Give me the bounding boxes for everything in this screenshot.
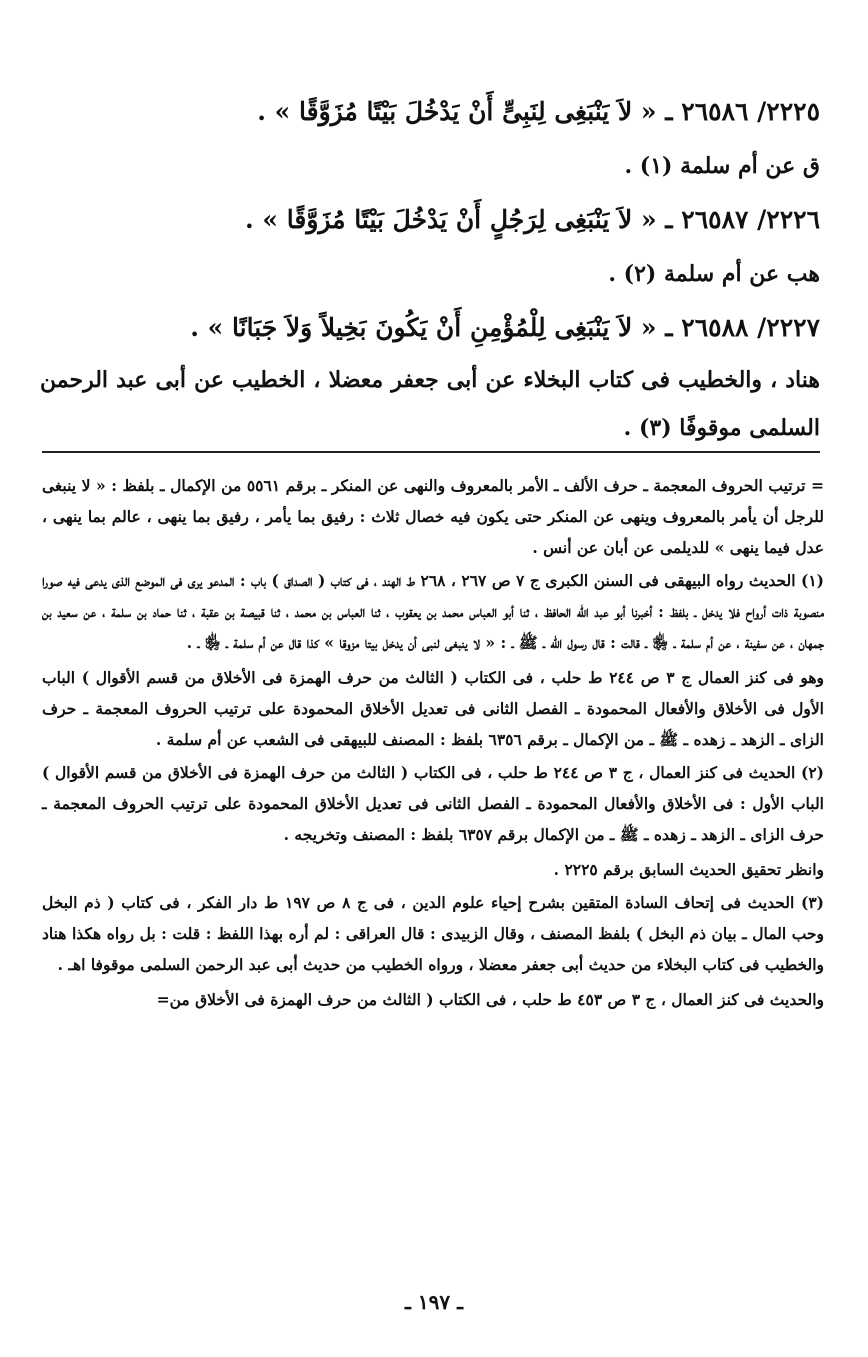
footnote-3: (٣) الحديث فى إتحاف السادة المتقين بشرح إحياء علوم الدين ، فى ج ٨ ص ١٩٧ ط دار الفكر ، فى كتاب ( ذم البخل وحب المال ـ بيان ذم البخل ) بلفظ المصنف ، وقال الزبيدى : قال العراقى : لم أره بهذا اللفظ : قلت : بل رواه هكذا هناد والخطيب فى كتاب البخلاء من حديث أبى جعفر معضلا ، ورواه الخطيب من حديث أبى عبد الرحمن السلمى موقوفا اهـ . — [42, 893, 824, 974]
page-number: ـ ١٩٧ ـ — [405, 1290, 463, 1314]
footnote-3-extra: والحديث فى كنز العمال ، ج ٣ ص ٤٥٣ ط حلب ، فى الكتاب ( الثالث من حرف الهمزة فى الأخلاق من= — [156, 990, 824, 1009]
footnote-1: (١) الحديث رواه البيهقى فى السنن الكبرى ج ٧ ص ٢٦٧ ، ٢٦٨ ط الهند ، فى كتاب ( الصداق ) باب : المدعو يرى فى الموضع الذى يدعى فيه صورا منصوبة ذات أرواح فلا يدخل ـ بلفظ : أخبرنا أبو عبد الله الحافظ ، ثنا أبو العباس محمد بن يعقوب ، ثنا العباس بن محمد ، ثنا قبيصة بن عقبة ، ثنا حماد بن سلمة ، عن سعيد بن جمهان ، عن سفينة ، عن أم سلمة ـ ﵂ ـ قالت : قال رسول الله ـ ﷺ ـ : « لا ينبغى لنبى أن يدخل بيتا مزوقا » كذا قال عن أم سلمة ـ ﵂ ـ . — [42, 571, 825, 652]
footnotes — [42, 470, 824, 1017]
footnote-separator — [42, 451, 820, 453]
footnote-2: (٢) الحديث فى كنز العمال ، ج ٣ ص ٢٤٤ ط حلب ، فى الكتاب ( الثالث من حرف الهمزة فى الأخلاق من قسم الأقوال ) الباب الأول : فى الأخلاق والأفعال المحمودة ـ الفصل الثانى فى تعديل الأخلاق المحمودة على ترتيب الحروف المعجمة ـ حرف الزاى ـ الزهد ـ زهده ـ ﷺ ـ من الإكمال برقم ٦٣٥٧ بلفظ : المصنف وتخريجه . — [42, 763, 824, 844]
footnote-1-extra: وهو فى كنز العمال ج ٣ ص ٢٤٤ ط حلب ، فى الكتاب ( الثالث من حرف الهمزة فى الأخلاق من قسم الأقوال ) الباب الأول فى الأخلاق والأفعال المحمودة ـ الفصل الثانى فى تعديل الأخلاق المحمودة على ترتيب الحروف المعجمة ـ حرف الزاى ـ الزهد ـ زهده ـ ﷺ ـ من الإكمال ـ برقم ٦٣٥٦ بلفظ : المصنف للبيهقى فى الشعب عن أم سلمة . — [42, 668, 824, 749]
hadith-2225: ٢٢٢٥/ ٢٦٥٨٦ ـ « لاَ يَنْبَغِى لِنَبِىٍّ أَنْ يَدْخُلَ بَيْتًا مُزَوَّقًا » . — [257, 97, 820, 126]
footnote-2-extra: وانظر تحقيق الحديث السابق برقم ٢٢٢٥ . — [553, 860, 824, 879]
footnote-continuation: = ترتيب الحروف المعجمة ـ حرف الألف ـ الأمر بالمعروف والنهى عن المنكر ـ برقم ٥٥٦١ من الإكمال ـ بلفظ : « لا ينبغى للرجل أن يأمر بالمعروف وينهى عن المنكر حتى يكون فيه خصال ثلاث : رفيق بما يأمر ، رفيق بما ينهى ، عالم بما ينهى ، عدل فيما ينهى » للديلمى عن أبان عن أنس . — [42, 476, 824, 557]
hadith-2227: ٢٢٢٧/ ٢٦٥٨٨ ـ « لاَ يَنْبَغِى لِلْمُؤْمِنِ أَنْ يَكُونَ بَخِيلاً وَلاَ جَبَانًا » . — [190, 313, 820, 342]
main-text — [40, 84, 820, 452]
hadith-2225-source: ق عن أم سلمة (١) . — [624, 153, 820, 179]
hadith-2226-source: هب عن أم سلمة (٢) . — [608, 261, 820, 287]
hadith-2227-source: هناد ، والخطيب فى كتاب البخلاء عن أبى جعفر معضلا ، الخطيب عن أبى عبد الرحمن السلمى موقوفًا (٣) . — [40, 367, 820, 441]
hadith-2226: ٢٢٢٦/ ٢٦٥٨٧ ـ « لاَ يَنْبَغِى لِرَجُلٍ أَنْ يَدْخُلَ بَيْتًا مُزَوَّقًا » . — [245, 205, 820, 234]
